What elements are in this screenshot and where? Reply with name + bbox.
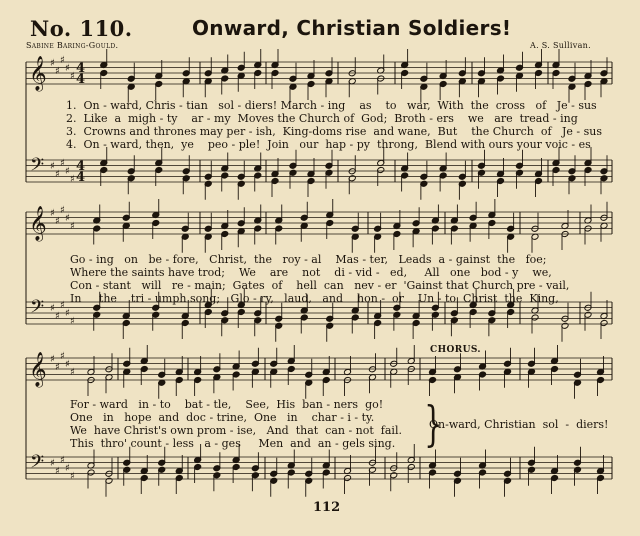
- verse-line-10: One in hope and doc - trine, One in char - i - ty.: [70, 411, 375, 424]
- verse-line-7: Con - stant will re - main; Gates of hell can nev - er 'Gainst that Church pre - vail,: [70, 279, 570, 292]
- sharp-icon: ♯: [60, 55, 65, 66]
- chorus-brace: }: [424, 396, 443, 452]
- verse-line-8: In the tri - umph song; Glo - ry, laud, and hon - or Un - to Christ the King,: [70, 292, 559, 305]
- verse-line-3: 3. Crowns and thrones may per - ish, King-doms rise and wane, But the Church of Je - sus: [66, 125, 603, 138]
- bass-clef-icon: 𝄢: [30, 452, 45, 477]
- sharp-icon: ♯: [55, 362, 60, 373]
- verse-line-12: This thro' count - less a - ges Men and an - gels sing.: [70, 437, 396, 450]
- sharp-icon: ♯: [55, 466, 60, 477]
- verse-line-11: We have Christ's own prom - ise, And that can - not fail.: [70, 424, 402, 437]
- sharp-icon: ♯: [55, 311, 60, 322]
- sharp-icon: ♯: [65, 213, 70, 224]
- sharp-icon: ♯: [50, 58, 55, 69]
- time-signature: 4: [76, 170, 86, 185]
- sharp-icon: ♯: [60, 300, 65, 311]
- verse-line-9: For - ward in - to bat - tle, See, His ban - ners go!: [70, 398, 384, 411]
- verse-line-4: 4. On - ward, then, ye peo - ple! Join our hap - py throng, Blend with ours your voic - es: [66, 138, 591, 151]
- sharp-icon: ♯: [65, 308, 70, 319]
- sharp-icon: ♯: [65, 463, 70, 474]
- page-number: 112: [313, 500, 341, 515]
- sharp-icon: ♯: [65, 359, 70, 370]
- time-signature: 4: [76, 72, 86, 87]
- treble-clef-icon: 𝄞: [29, 206, 47, 241]
- verse-line-5: Go - ing on be - fore, Christ, the roy - al Mas - ter, Leads a - gainst the foe;: [70, 253, 547, 266]
- sharp-icon: ♯: [65, 63, 70, 74]
- sharp-icon: ♯: [50, 161, 55, 172]
- sharp-icon: ♯: [60, 205, 65, 216]
- verse-line-2: 2. Like a migh - ty ar - my Moves the Church of God; Broth - ers we are tread - ing: [66, 112, 578, 125]
- sharp-icon: ♯: [70, 471, 75, 482]
- time-signature: 4: [76, 61, 86, 76]
- verse-line-6: Where the saints have trod; We are not di - vid - ed, All one bod - y we,: [70, 266, 552, 279]
- bass-clef-icon: 𝄢: [30, 297, 45, 322]
- treble-clef-icon: 𝄞: [29, 56, 47, 91]
- hymn-number: No. 110.: [30, 16, 133, 41]
- sharp-icon: ♯: [50, 458, 55, 469]
- hymn-title: Onward, Christian Soldiers!: [192, 16, 512, 40]
- sharp-icon: ♯: [50, 208, 55, 219]
- sharp-icon: ♯: [70, 174, 75, 185]
- composer-credit: A. S. Sullivan.: [530, 41, 591, 50]
- sharp-icon: ♯: [50, 303, 55, 314]
- chorus-lyric: On-ward, Christian sol - diers!: [429, 418, 609, 431]
- sharp-icon: ♯: [70, 221, 75, 232]
- sharp-icon: ♯: [70, 71, 75, 82]
- bass-clef-icon: 𝄢: [30, 155, 45, 180]
- chorus-heading: CHORUS.: [430, 345, 481, 355]
- sharp-icon: ♯: [65, 166, 70, 177]
- sharp-icon: ♯: [50, 354, 55, 365]
- sharp-icon: ♯: [60, 158, 65, 169]
- sharp-icon: ♯: [55, 216, 60, 227]
- sharp-icon: ♯: [55, 169, 60, 180]
- sharp-icon: ♯: [60, 455, 65, 466]
- treble-clef-icon: 𝄞: [29, 352, 47, 387]
- sharp-icon: ♯: [60, 351, 65, 362]
- sharp-icon: ♯: [55, 66, 60, 77]
- sharp-icon: ♯: [70, 367, 75, 378]
- time-signature: 4: [76, 159, 86, 174]
- sharp-icon: ♯: [70, 316, 75, 327]
- verse-line-1: 1. On - ward, Chris - tian sol - diers! March - ing as to war, With the cross of Je - sus: [66, 99, 597, 112]
- lyricist-credit: Sabine Baring-Gould.: [26, 41, 119, 50]
